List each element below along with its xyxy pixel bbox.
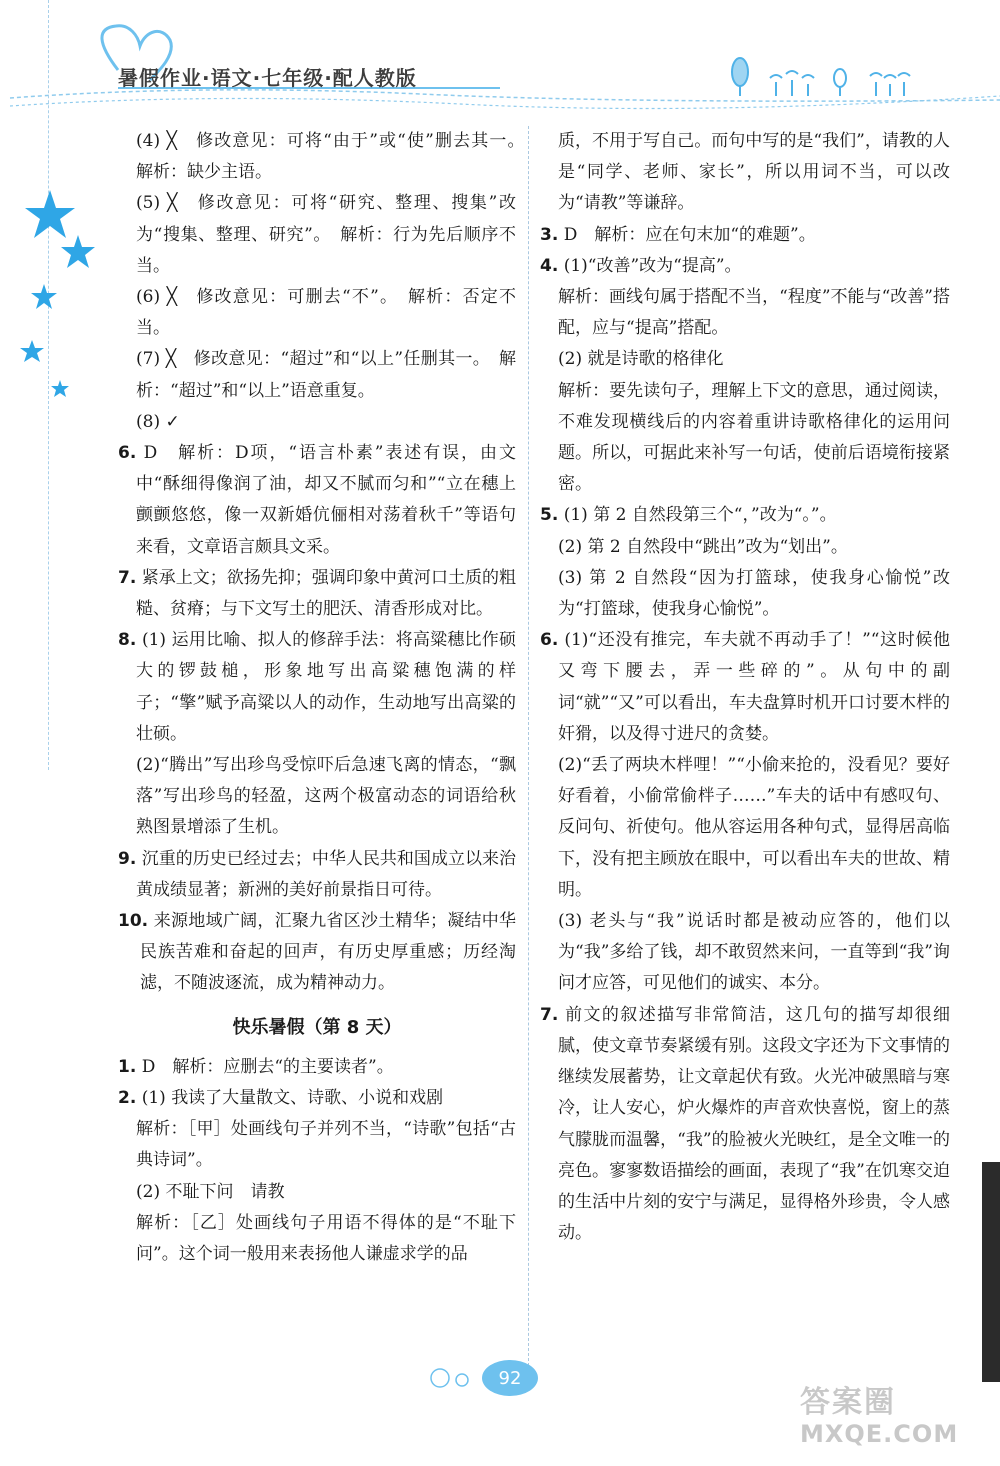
item-number: 5. bbox=[540, 505, 559, 526]
item-text: 紧承上文；欲扬先抑；强调印象中黄河口土质的粗糙、贫瘠；与下文写土的肥沃、清香形成对比。 bbox=[136, 567, 517, 620]
tree-icons bbox=[732, 58, 910, 96]
item-text: (2) 第 2 自然段中“跳出”改为“划出”。 bbox=[558, 536, 848, 557]
answer-paragraph: (8) ✓ bbox=[136, 411, 180, 432]
answer-item bbox=[118, 563, 516, 625]
star-icon bbox=[31, 284, 57, 309]
item-number: 7. bbox=[118, 567, 137, 588]
header-decoration bbox=[0, 0, 1000, 120]
answer-item bbox=[540, 126, 950, 220]
section-title: 快乐暑假（第 8 天） bbox=[232, 1016, 402, 1038]
left-column bbox=[118, 126, 533, 1270]
item-text: 解析：要先读句子，理解上下文的意思，通过阅读，不难发现横线后的内容着重讲诗歌格律化的运用问题。所以，可据此来补写一句话，使前后语境衔接紧密。 bbox=[558, 380, 950, 495]
item-text: D 解析：D项，“语言朴素”表述有误，由文中“酥细得像润了油，却又不腻而匀和”“立在穗上颤颤悠悠，像一双新婚伉俪相对荡着秋千”等语句来看，文章语言颇具文采。 bbox=[136, 443, 516, 557]
item-number: 1. bbox=[118, 1056, 137, 1077]
item-number: 6. bbox=[118, 443, 137, 464]
answer-item bbox=[540, 282, 950, 344]
answer-item bbox=[540, 1000, 950, 1250]
answer-item bbox=[118, 844, 516, 906]
circle-icon bbox=[456, 1374, 468, 1386]
item-text: 解析：［乙］处画线句子用语不得体的是“不耻下问”。这个词一般用来表扬他人谦虚求学的品 bbox=[136, 1212, 516, 1264]
item-text: D 解析：应删去“的主要读者”。 bbox=[141, 1056, 394, 1077]
answer-paragraph: (5) ╳ 修改意见：可将“研究、整理、搜集”改为“搜集、整理、研究”。 解析：行为先后顺序不当。 bbox=[136, 193, 516, 276]
item-text: (2)“丢了两块木柈哩！”“小偷来抢的，没看见？要好好看着，小偷常偷柈子……”车夫的话中有感叹句、反问句、祈使句。他从容运用各种句式，显得居高临下，没有把主顾放在眼中，可以看出车夫的世故、精明。 bbox=[558, 755, 950, 900]
answer-item bbox=[540, 625, 950, 750]
item-text: 沉重的历史已经过去；中华人民共和国成立以来治黄成绩显著；新洲的美好前景指日可待。 bbox=[136, 848, 517, 900]
item-text: (1) 第 2 自然段第三个“，”改为“。”。 bbox=[563, 505, 837, 526]
item-number: 7. bbox=[540, 1004, 559, 1025]
page-header bbox=[0, 0, 1000, 120]
answer-item bbox=[540, 563, 950, 625]
item-text: (1)“改善”改为“提高”。 bbox=[563, 255, 742, 276]
item-text: (1)“还没有推完，车夫就不再动手了！”“这时候他又弯下腰去，弄一些碎的”。从句中的副词“就”“又”可以看出，车夫盘算时机开口讨要木柈的奸猾，以及得寸进尺的贪婪。 bbox=[558, 630, 950, 744]
watermark bbox=[800, 1385, 959, 1448]
item-text: 前文的叙述描写非常简洁，这几句的描写却很细腻，使文章节奏紧缓有别。这段文字还为下文事情的继续发展蓄势，让文章起伏有致。火光冲破黑暗与寒冷，让人安心，炉火爆炸的声音欢快喜悦，窗上的蒸气朦胧而温馨，“我”的脸被火光映红，是全文唯一的亮色。寥寥数语描绘的画面，表现了“我”在饥寒交迫的生活中片刻的安宁与满足，显得格外珍贵，令人感动。 bbox=[558, 1004, 951, 1244]
watermark-url: MXQE.COM bbox=[800, 1420, 959, 1448]
star-icon bbox=[51, 380, 69, 397]
item-text: (2)“腾出”写出珍鸟受惊吓后急速飞离的情态，“飘落”写出珍鸟的轻盈，这两个极富动态的词语给秋熟图景增添了生机。 bbox=[136, 755, 516, 838]
answer-item bbox=[540, 500, 950, 531]
star-icon bbox=[25, 190, 75, 238]
answer-item bbox=[118, 906, 516, 1000]
answer-item bbox=[540, 906, 950, 1000]
item-number: 10. bbox=[118, 911, 149, 932]
answer-item bbox=[540, 750, 950, 906]
answer-item bbox=[118, 1114, 516, 1176]
answer-paragraph: (4) ╳ 修改意见：可将“由于”或“使”删去其一。 解析：缺少主语。 bbox=[136, 131, 533, 183]
answer-item bbox=[540, 344, 950, 375]
item-text: 质，不用于写自己。而句中写的是“我们”，请教的人是“同学、老师、家长”，所以用词不当，可以改为“请教”等谦辞。 bbox=[558, 131, 950, 214]
item-text: (1) 运用比喻、拟人的修辞手法：将高粱穗比作硕大的锣鼓槌，形象地写出高粱穗饱满的样子；“擎”赋予高粱以人的动作，生动地写出高粱的壮硕。 bbox=[136, 630, 517, 744]
item-text: (1) 我读了大量散文、诗歌、小说和戏剧 bbox=[141, 1087, 444, 1108]
item-number: 2. bbox=[118, 1087, 137, 1108]
answer-item bbox=[540, 251, 950, 282]
watermark-logo-text: 答案圈 bbox=[800, 1385, 896, 1420]
page-number: 92 bbox=[482, 1360, 538, 1396]
answer-item bbox=[118, 750, 516, 844]
item-number: 8. bbox=[118, 630, 137, 651]
star-decoration bbox=[10, 180, 120, 600]
answer-item bbox=[118, 1177, 516, 1208]
answer-item bbox=[540, 532, 950, 563]
star-icon bbox=[61, 235, 95, 268]
item-text: 解析：［甲］处画线句子并列不当，“诗歌”包括“古典诗词”。 bbox=[136, 1119, 516, 1171]
item-text: (2) 不耻下问 请教 bbox=[136, 1181, 285, 1202]
item-text: (3) 第 2 自然段“因为打篮球，使我身心愉悦”改为“打篮球，使我身心愉悦”。 bbox=[558, 567, 950, 620]
answer-paragraph: (7) ╳ 修改意见：“超过”和“以上”任删其一。 解析：“超过”和“以上”语意重复。 bbox=[136, 349, 516, 401]
item-text: D 解析：应在句末加“的难题”。 bbox=[563, 224, 816, 245]
answer-item bbox=[540, 376, 950, 501]
right-column bbox=[540, 126, 950, 1249]
item-number: 3. bbox=[540, 224, 559, 245]
item-number: 6. bbox=[540, 630, 559, 651]
column-divider bbox=[528, 126, 529, 1376]
side-tab bbox=[982, 1162, 1000, 1382]
item-number: 4. bbox=[540, 255, 559, 276]
circle-icon bbox=[431, 1369, 449, 1387]
answer-item bbox=[118, 1083, 516, 1114]
item-text: 来源地域广阔，汇聚九省区沙土精华；凝结中华民族苦难和奋起的回声，有历史厚重感；历经淘滤，不随波逐流，成为精神动力。 bbox=[140, 911, 517, 994]
item-text: 解析：画线句属于搭配不当，“程度”不能与“改善”搭配，应与“提高”搭配。 bbox=[558, 287, 950, 339]
item-number: 9. bbox=[118, 848, 137, 869]
item-text: (2) 就是诗歌的格律化 bbox=[558, 349, 724, 370]
answer-item bbox=[540, 220, 950, 251]
answer-item bbox=[118, 1052, 516, 1083]
answer-item bbox=[118, 625, 516, 750]
header-title: 暑假作业·语文·七年级·配人教版 bbox=[118, 66, 417, 90]
star-icon bbox=[20, 340, 44, 362]
answer-item bbox=[118, 438, 516, 563]
answer-item bbox=[118, 1208, 516, 1270]
answer-paragraph: (6) ╳ 修改意见：可删去“不”。 解析：否定不当。 bbox=[136, 287, 516, 339]
item-text: (3) 老头与“我”说话时都是被动应答的，他们以为“我”多给了钱，却不敢贸然来问，一直等到“我”询问才应答，可见他们的诚实、本分。 bbox=[558, 911, 950, 994]
